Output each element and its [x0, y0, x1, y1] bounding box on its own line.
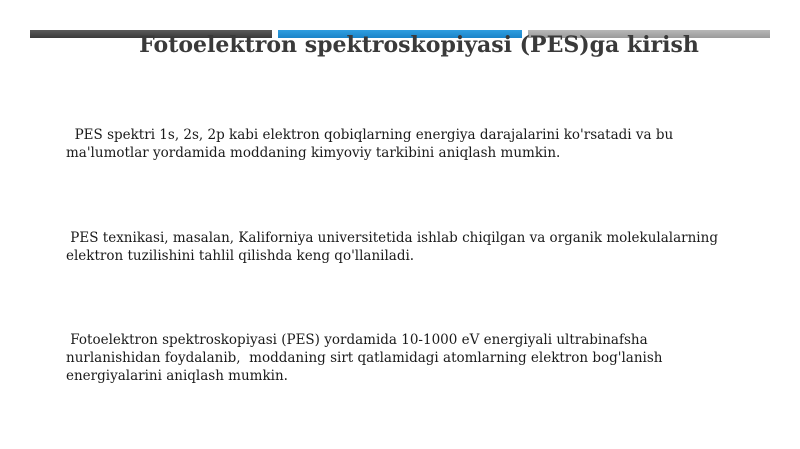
paragraph-pes-technique: PES texnikasi, masalan, Kaliforniya universitetida ishlab chiqilgan va organik molekulalarning elektron tuzilishini tahlil qilishda keng qo'llaniladi.	[66, 230, 723, 264]
slide-title: Fotoelektron spektroskopiyasi (PES)ga kirish	[139, 32, 699, 58]
paragraph-pes-spectrum: PES spektri 1s, 2s, 2p kabi elektron qobiqlarning energiya darajalarini ko'rsatadi va bu ma'lumotlar yordamida moddaning kimyoviy tarkibini aniqlash mumkin.	[66, 127, 678, 161]
paragraph-pes-method: Fotoelektron spektroskopiyasi (PES) yordamida 10-1000 eV energiyali ultrabinafsha nurlanishidan foydalanib, moddaning sirt qatlamidagi atomlarning elektron bog'lanish energiyalarini aniqlash mumkin.	[66, 332, 667, 384]
